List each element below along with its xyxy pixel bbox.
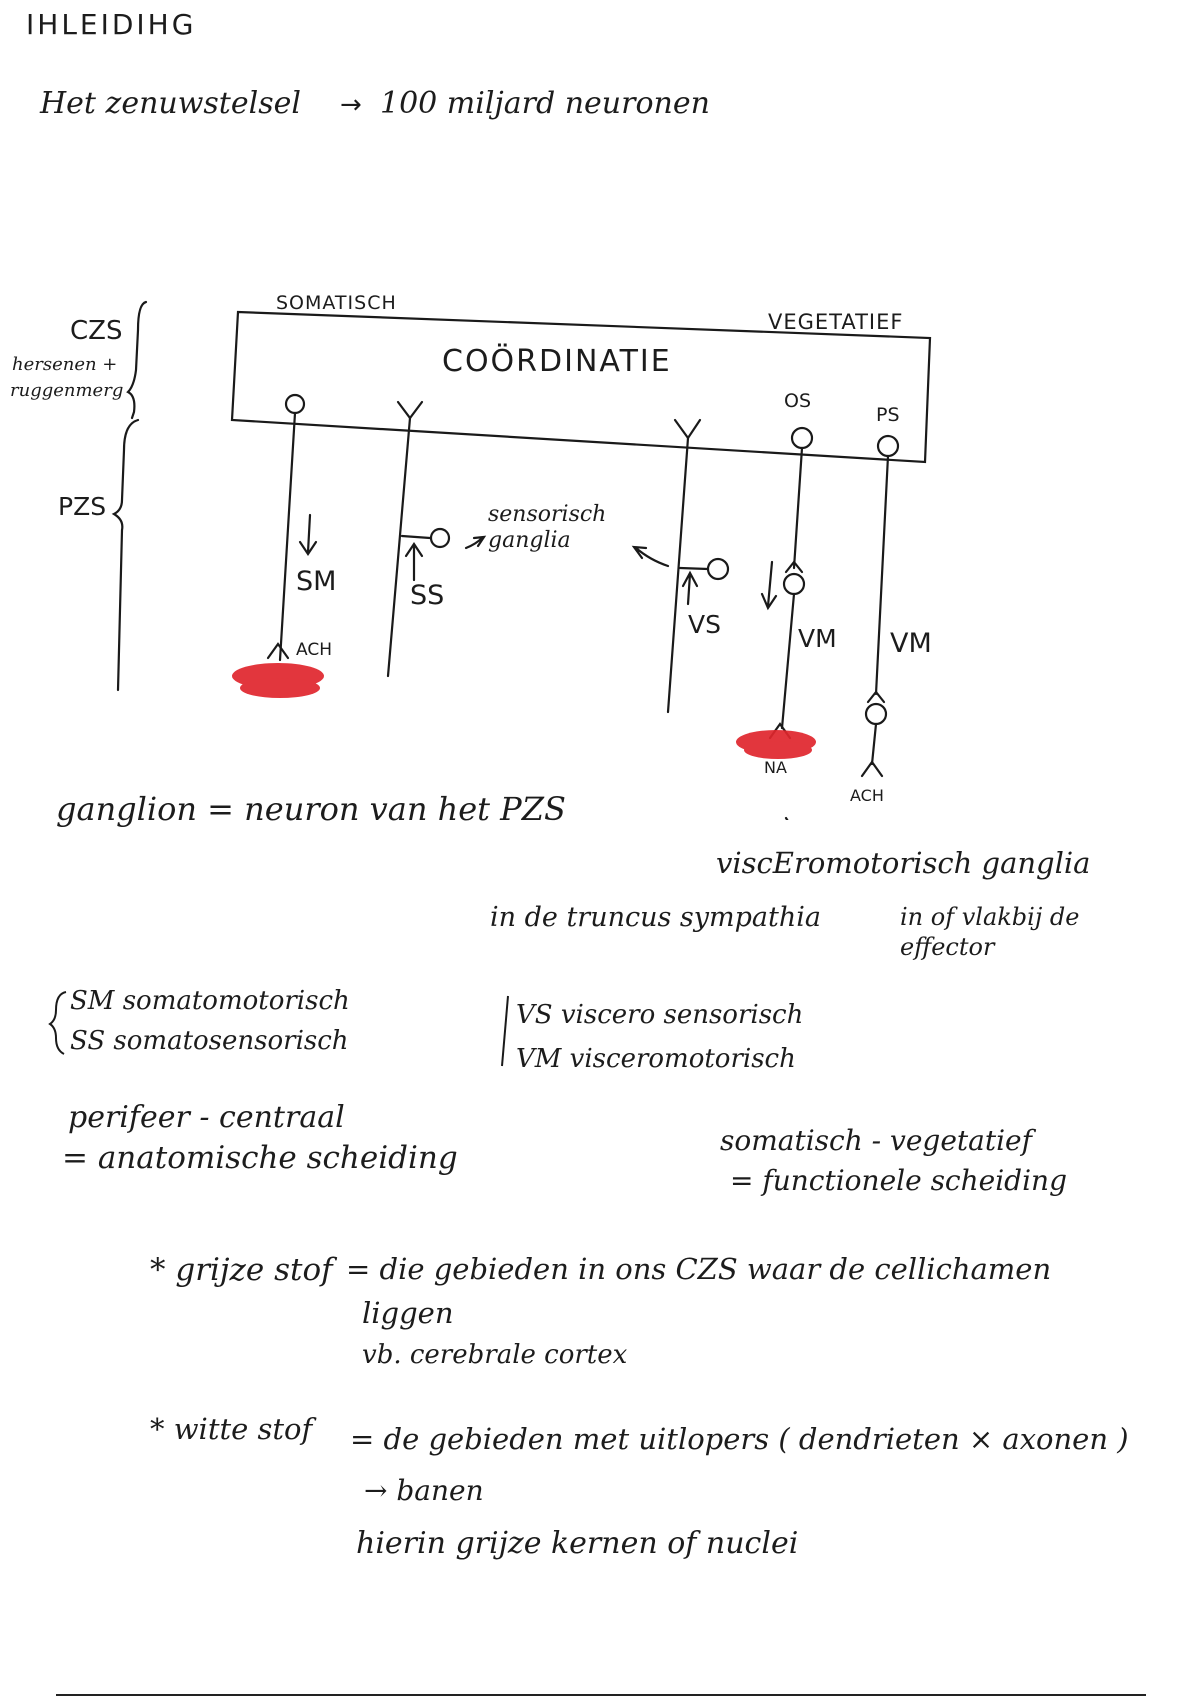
- label-os: OS: [784, 390, 812, 412]
- label-coordinatie: COÖRDINATIE: [442, 344, 672, 379]
- page-title: IHLEIDIHG: [26, 8, 197, 41]
- label-ps: PS: [876, 404, 900, 426]
- near-effector: in of vlakbij de effector: [900, 903, 1080, 961]
- label-hersenen: hersenen +: [12, 354, 118, 375]
- abbr-sm: SM somatomotorisch: [70, 986, 350, 1016]
- functionele-scheiding: = functionele scheiding: [730, 1164, 1068, 1197]
- label-pzs: PZS: [58, 492, 107, 521]
- label-ach-sm: ACH: [296, 640, 332, 660]
- anatomische-scheiding: = anatomische scheiding: [62, 1140, 458, 1176]
- bottom-rule: [56, 1694, 1146, 1696]
- grijze-stof-line-1: = die gebieden in ons CZS waar de cellichamen: [346, 1252, 1052, 1286]
- intro-count: 100 miljard neuronen: [380, 86, 710, 121]
- truncus-sympathia: in de truncus sympathia: [490, 902, 822, 933]
- witte-stof-line-2: → banen: [364, 1474, 484, 1507]
- witte-stof-label: * witte stof: [150, 1412, 313, 1446]
- witte-stof-line-3: hierin grijze kernen of nuclei: [356, 1526, 799, 1561]
- label-sm: SM: [296, 566, 337, 597]
- label-ach-ps: ACH: [850, 786, 884, 805]
- right-brace: [502, 996, 508, 1066]
- label-vegetatief: VEGETATIEF: [768, 310, 904, 334]
- left-brace: [50, 992, 66, 1054]
- grijze-stof-label: * grijze stof: [150, 1252, 333, 1288]
- somatisch-vegetatief: somatisch - vegetatief: [720, 1124, 1032, 1157]
- label-ruggenmerg: ruggenmerg: [10, 380, 124, 401]
- grijze-stof-line-2: liggen: [362, 1296, 454, 1330]
- label-somatisch: SOMATISCH: [276, 292, 397, 314]
- label-vs: VS: [688, 610, 721, 639]
- intro-subject: Het zenuwstelsel: [40, 86, 301, 121]
- label-ss: SS: [410, 580, 445, 611]
- label-na: NA: [764, 758, 787, 777]
- label-vm-ps: VM: [890, 628, 932, 659]
- abbr-vs: VS viscero sensorisch: [516, 1000, 804, 1030]
- label-sensorisch-ganglia: sensorisch ganglia: [488, 502, 607, 553]
- label-vm-os: VM: [798, 624, 837, 653]
- visceromotor-ganglia: viscEromotorisch ganglia: [716, 846, 1091, 880]
- intro-arrow: →: [340, 90, 362, 120]
- perifeer-centraal: perifeer - centraal: [68, 1100, 345, 1135]
- label-czs: CZS: [70, 316, 123, 346]
- ganglion-definition: ganglion = neuron van het PZS: [56, 790, 566, 828]
- abbr-vm: VM visceromotorisch: [516, 1044, 796, 1074]
- witte-stof-line-1: = de gebieden met uitlopers ( dendrieten × axonen ): [350, 1422, 1129, 1456]
- grijze-stof-line-3: vb. cerebrale cortex: [362, 1340, 628, 1370]
- abbr-ss: SS somatosensorisch: [70, 1026, 349, 1056]
